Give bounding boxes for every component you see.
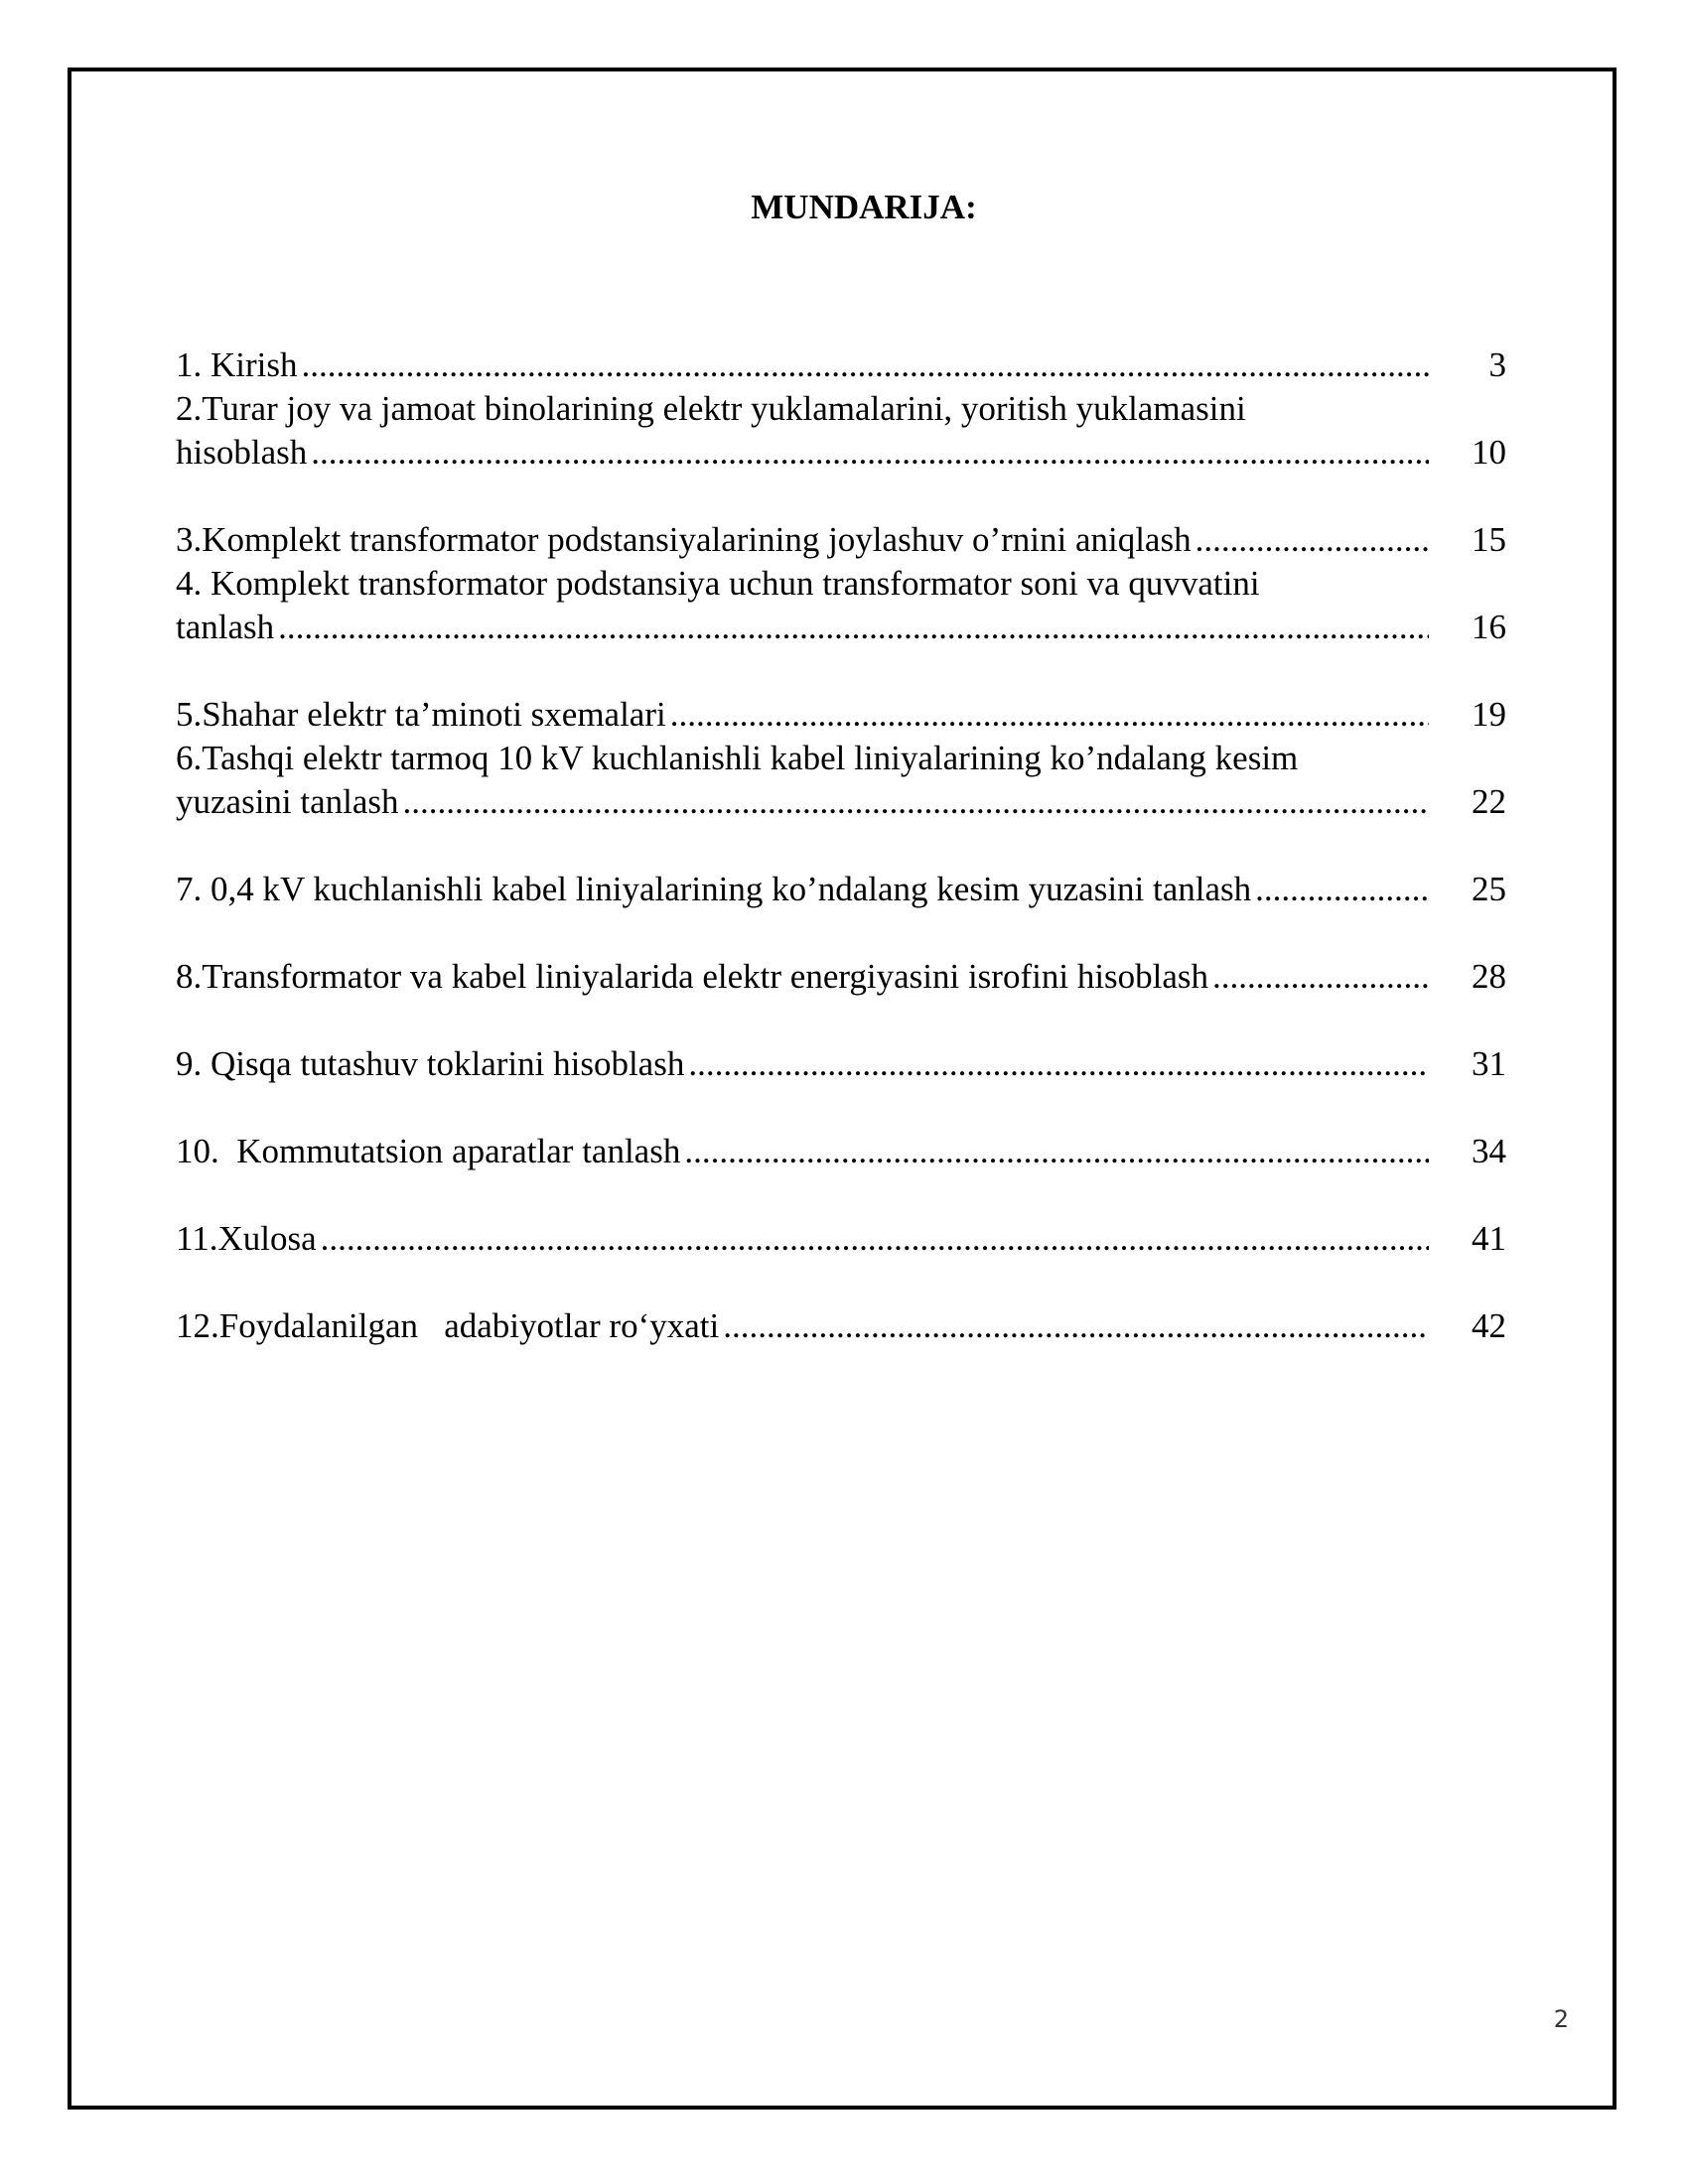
dot-leader (666, 693, 1429, 737)
toc-entry-title: 1. Kirish (176, 345, 298, 384)
toc-entry-title: 5.Shahar elektr ta’minoti sxemalari (176, 695, 666, 734)
toc-page-number: 19 (1472, 695, 1506, 734)
toc-page-number: 28 (1472, 957, 1506, 996)
toc-page-number: 15 (1472, 520, 1506, 559)
toc-entry-line (176, 343, 1506, 387)
dot-leader (680, 1130, 1429, 1173)
toc-title: MUNDARIJA: (751, 188, 977, 226)
toc-entry[interactable] (176, 518, 1506, 562)
dot-leader (1251, 868, 1429, 911)
toc-entry-title: 8.Transformator va kabel liniyalarida elektr energiyasini isrofini hisoblash (176, 957, 1209, 996)
toc-entry-line (176, 606, 1506, 649)
dot-leader (719, 1304, 1429, 1348)
toc-entry[interactable] (176, 1304, 1506, 1348)
page-number: 2 (1553, 2005, 1569, 2033)
toc-entry-title-line1: 4. Komplekt transformator podstansiya uchun transformator soni va quvvatini (176, 564, 1260, 603)
toc-entry[interactable] (176, 1130, 1506, 1173)
toc-entry-line (176, 868, 1506, 911)
toc-page-number: 42 (1472, 1306, 1506, 1345)
dot-leader (684, 1042, 1429, 1086)
dot-leader (298, 343, 1430, 387)
toc-entry-title: 3.Komplekt transformator podstansiyalarining joylashuv o’rnini aniqlash (176, 520, 1192, 559)
toc-page-number: 3 (1488, 345, 1506, 384)
toc-page-number: 34 (1472, 1132, 1506, 1170)
toc-entry-title: 9. Qisqa tutashuv toklarini hisoblash (176, 1044, 685, 1083)
dot-leader (1208, 955, 1429, 999)
toc-entry[interactable] (176, 737, 1506, 824)
toc-page-number: 16 (1472, 608, 1506, 646)
toc-entry-line (176, 1304, 1506, 1348)
toc-page-number: 22 (1472, 782, 1506, 821)
toc-entry-line (176, 518, 1506, 562)
toc-entry[interactable] (176, 868, 1506, 911)
toc-page-number: 10 (1472, 433, 1506, 472)
toc-entry-title: yuzasini tanlash (176, 782, 399, 821)
toc-entry-title: 11.Xulosa (176, 1219, 317, 1258)
toc-entry[interactable] (176, 387, 1506, 475)
toc-entry-line (176, 1217, 1506, 1261)
dot-leader (274, 606, 1429, 649)
toc-entry[interactable] (176, 562, 1506, 649)
toc-entry-title-line1: 2.Turar joy va jamoat binolarining elektr yuklamalarini, yoritish yuklamasini (176, 389, 1246, 428)
toc-entry-line (176, 955, 1506, 999)
toc-entry[interactable] (176, 1042, 1506, 1086)
toc-entry[interactable] (176, 1217, 1506, 1261)
dot-leader (317, 1217, 1429, 1261)
dot-leader (307, 431, 1429, 475)
toc-entry-line (176, 693, 1506, 737)
toc-page-number: 41 (1472, 1219, 1506, 1258)
toc-entry-line (176, 1130, 1506, 1173)
toc-entry[interactable] (176, 955, 1506, 999)
table-of-contents (176, 343, 1506, 1348)
toc-entry-title-line1: 6.Tashqi elektr tarmoq 10 kV kuchlanishli kabel liniyalarining ko’ndalang kesim (176, 739, 1299, 777)
toc-entry-title: 7. 0,4 kV kuchlanishli kabel liniyalarining ko’ndalang kesim yuzasini tanlash (176, 870, 1252, 908)
toc-entry[interactable] (176, 343, 1506, 387)
dot-leader (1192, 518, 1429, 562)
toc-entry-title: tanlash (176, 608, 275, 646)
toc-page-number: 25 (1472, 870, 1506, 908)
toc-page-number: 31 (1472, 1044, 1506, 1083)
toc-entry-line (176, 431, 1506, 475)
toc-entry-line (176, 780, 1506, 824)
toc-entry-line (176, 1042, 1506, 1086)
toc-entry-title: 10. Kommutatsion aparatlar tanlash (176, 1132, 681, 1170)
dot-leader (399, 780, 1429, 824)
toc-entry-title: hisoblash (176, 433, 308, 472)
toc-entry-title: 12.Foydalanilgan adabiyotlar ro‘yxati (176, 1306, 720, 1345)
toc-entry[interactable] (176, 693, 1506, 737)
